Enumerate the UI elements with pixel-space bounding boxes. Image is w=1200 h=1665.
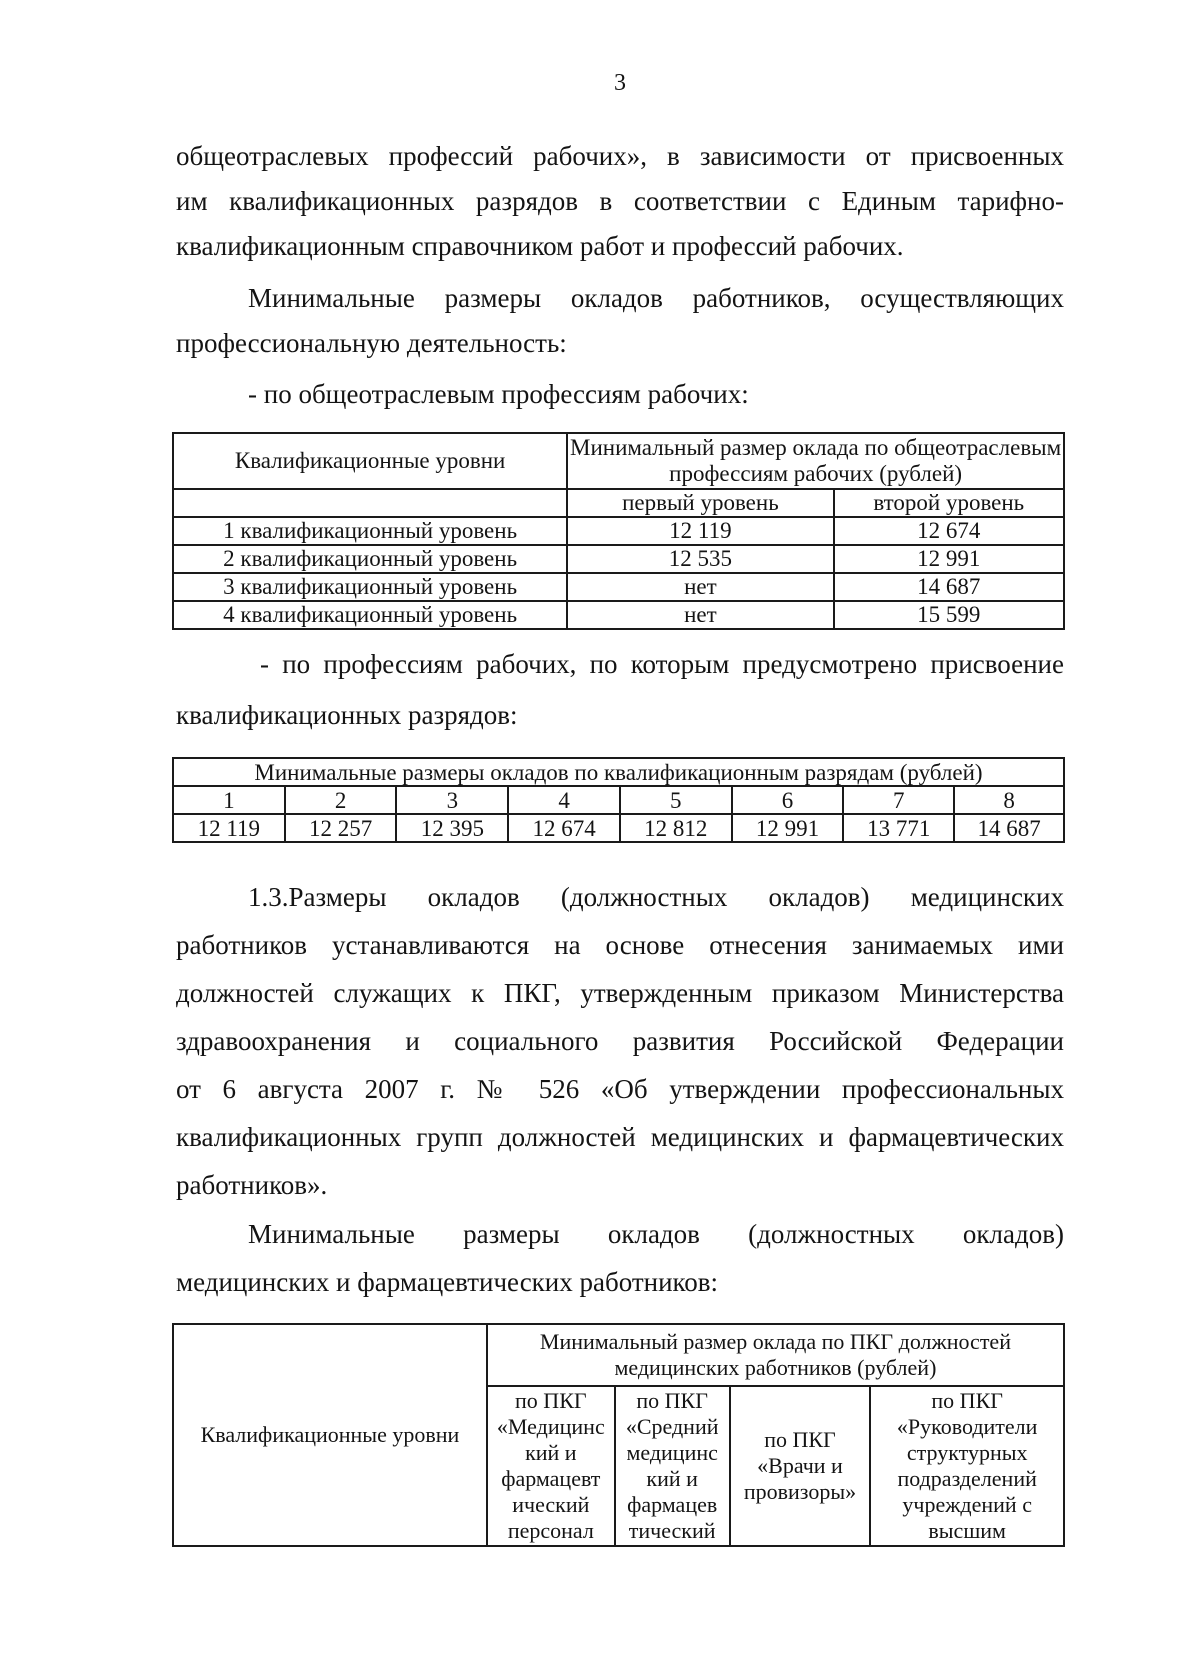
cell-line: «Руководители	[896, 1414, 1038, 1439]
grade-number: 7	[843, 786, 954, 814]
header-qualification-levels: Квалификационные уровни	[173, 433, 567, 489]
cell-line: кий и	[646, 1466, 698, 1491]
grade-number: 6	[732, 786, 844, 814]
grade-salary: 13 771	[843, 814, 954, 842]
cell-line: фармацев	[627, 1492, 718, 1517]
table-row	[173, 814, 1064, 842]
cell-line: фармацевт	[501, 1466, 601, 1491]
header-second-level: второй уровень	[834, 489, 1064, 517]
header-first-level: первый уровень	[567, 489, 833, 517]
table-row	[173, 601, 1064, 629]
grade-salary: 12 257	[285, 814, 397, 842]
grade-number: 5	[620, 786, 732, 814]
grade-number: 3	[396, 786, 508, 814]
cell-line: ический	[512, 1492, 590, 1517]
section-1-3-line-2: работников устанавливаются на основе отнесения занимаемых ими	[176, 930, 1064, 960]
col-department-heads	[870, 1386, 1064, 1546]
med-sizes-line-1: Минимальные размеры окладов (должностных окладов)	[248, 1219, 1064, 1249]
cell-line: подразделений	[897, 1466, 1037, 1491]
table-row	[173, 573, 1064, 601]
cell-line: высшим	[928, 1518, 1006, 1543]
cell-line: кий и	[525, 1440, 577, 1465]
grade-salary: 12 395	[396, 814, 508, 842]
header-min-salary: Минимальный размер оклада по общеотраслевым профессиям рабочих (рублей)	[567, 433, 1064, 489]
cell-line: по ПКГ	[515, 1388, 587, 1413]
section-1-3-line-3: должностей служащих к ПКГ, утвержденным приказом Министерства	[176, 978, 1064, 1008]
med-sizes-line-2: медицинских и фармацевтических работников:	[176, 1267, 719, 1297]
grade-salary: 12 119	[173, 814, 285, 842]
cell-line: «Медицинс	[496, 1414, 605, 1439]
section-1-3-line-7: работников».	[176, 1170, 328, 1200]
col-doctors-pharmacists	[730, 1386, 871, 1546]
grade-number: 4	[508, 786, 620, 814]
section-1-3-line-6: квалификационных групп должностей медицинских и фармацевтических	[176, 1122, 1064, 1152]
list-item-grades-line-2: квалификационных разрядов:	[176, 700, 518, 730]
list-item-grades-line-1: - по профессиям рабочих, по которым предусмотрено присвоение	[260, 649, 1064, 679]
section-1-3-line-4: здравоохранения и социального развития Российской Федерации	[176, 1026, 1064, 1056]
cell-line: провизоры»	[743, 1479, 857, 1504]
grade-number: 2	[285, 786, 397, 814]
intro-line-2: им квалификационных разрядов в соответствии с Единым тарифно-	[176, 186, 1064, 216]
second-level-value: 12 991	[834, 545, 1064, 573]
header-min-salary-line-1: Минимальный размер оклада по ПКГ должностей	[539, 1329, 1011, 1354]
cell-line: учреждений с	[902, 1492, 1032, 1517]
level-cell: 2 квалификационный уровень	[173, 545, 567, 573]
min-sizes-line-2: профессиональную деятельность:	[176, 328, 567, 358]
medical-staff-table	[172, 1323, 1065, 1547]
grade-number: 1	[173, 786, 285, 814]
cell-line: медицинс	[626, 1440, 718, 1465]
cell-line: «Средний	[625, 1414, 719, 1439]
second-level-value: 14 687	[834, 573, 1064, 601]
section-1-3-line-5: от 6 августа 2007 г. № 526 «Об утверждении профессиональных	[176, 1074, 1064, 1104]
col-mid-level-staff	[615, 1386, 730, 1546]
level-cell: 4 квалификационный уровень	[173, 601, 567, 629]
cell-line: персонал	[507, 1518, 594, 1543]
section-1-3-line-1: 1.3.Размеры окладов (должностных окладов) медицинских	[248, 882, 1064, 912]
min-sizes-line-1: Минимальные размеры окладов работников, осуществляющих	[248, 283, 1064, 313]
cell-line: тический	[628, 1518, 716, 1543]
cell-line: «Врачи и	[757, 1453, 843, 1478]
grade-number: 8	[954, 786, 1064, 814]
general-professions-table	[172, 432, 1065, 630]
header-min-salary-pkg	[487, 1324, 1064, 1386]
page-number: 3	[614, 70, 626, 96]
list-item-general-professions: - по общеотраслевым профессиям рабочих:	[248, 379, 749, 409]
col-medical-pharma-staff	[487, 1386, 615, 1546]
second-level-value: 12 674	[834, 517, 1064, 545]
intro-line-3: квалификационным справочником работ и профессий рабочих.	[176, 231, 904, 261]
grade-salary: 14 687	[954, 814, 1064, 842]
table-row	[173, 545, 1064, 573]
header-qualification-levels: Квалификационные уровни	[173, 1324, 487, 1546]
first-level-value: нет	[567, 601, 833, 629]
qualification-grades-table	[172, 757, 1065, 843]
intro-line-1: общеотраслевых профессий рабочих», в зависимости от присвоенных	[176, 141, 1064, 171]
header-min-salary-line-2: медицинских работников (рублей)	[614, 1355, 937, 1380]
level-cell: 1 квалификационный уровень	[173, 517, 567, 545]
first-level-value: 12 535	[567, 545, 833, 573]
grade-salary: 12 674	[508, 814, 620, 842]
cell-line: по ПКГ	[764, 1427, 836, 1452]
cell-line: по ПКГ	[636, 1388, 708, 1413]
first-level-value: нет	[567, 573, 833, 601]
cell-line: структурных	[906, 1440, 1028, 1465]
grade-salary: 12 812	[620, 814, 732, 842]
second-level-value: 15 599	[834, 601, 1064, 629]
grades-header: Минимальные размеры окладов по квалификационным разрядам (рублей)	[173, 758, 1064, 786]
first-level-value: 12 119	[567, 517, 833, 545]
grade-salary: 12 991	[732, 814, 844, 842]
level-cell: 3 квалификационный уровень	[173, 573, 567, 601]
cell-line: по ПКГ	[931, 1388, 1003, 1413]
table-row	[173, 786, 1064, 814]
table-row	[173, 517, 1064, 545]
